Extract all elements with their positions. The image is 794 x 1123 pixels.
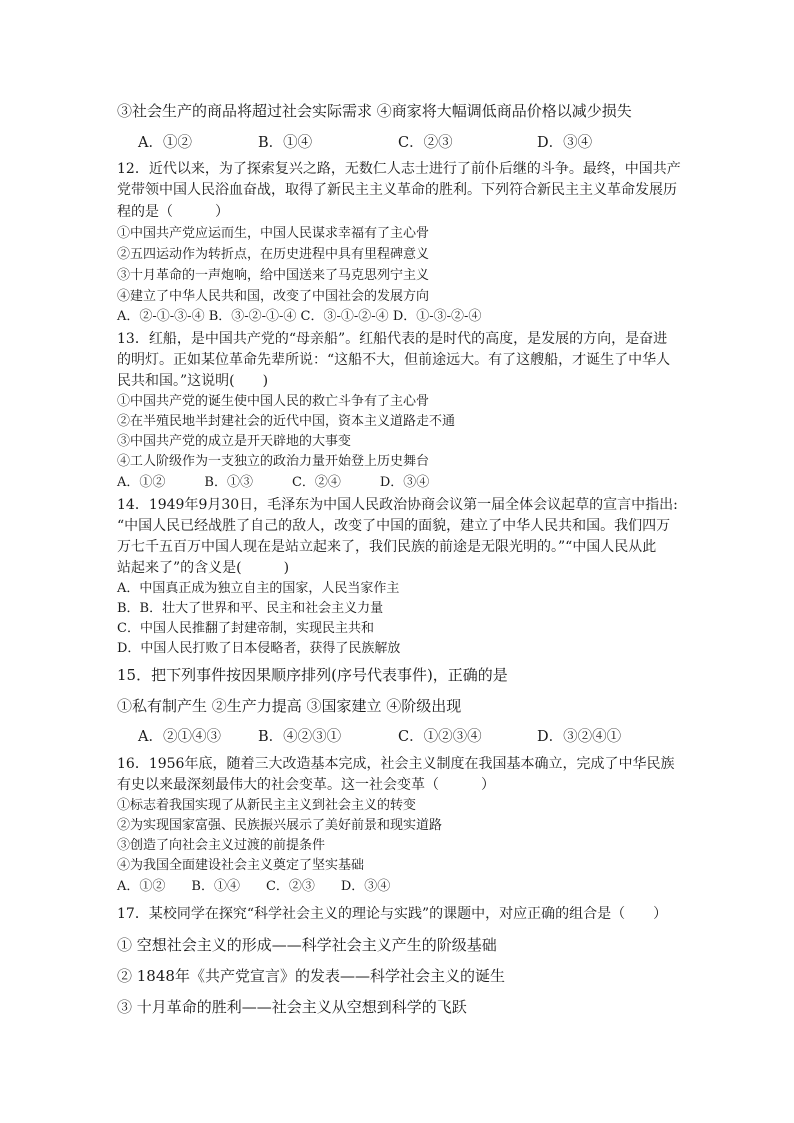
q14-stem-line: “中国人民已经战胜了自己的敌人，改变了中国的面貌，建立了中华人民共和国。我们四万: [117, 518, 671, 534]
q13-item: ④工人阶级作为一支独立的政治力量开始登上历史舞台: [117, 454, 430, 469]
q13-item: ③中国共产党的成立是开天辟地的大事变: [117, 434, 352, 449]
q11-option-c: C．②③: [398, 135, 453, 151]
q15-option-a: A．②①④③: [138, 729, 221, 745]
q12-item: ①中国共产党应运而生，中国人民谋求幸福有了主心骨: [117, 226, 430, 241]
q11-option-a: A．①②: [138, 135, 192, 151]
q14-option-a: A．中国真正成为独立自主的国家，人民当家作主: [117, 581, 400, 596]
q17-item: ① 空想社会主义的形成——科学社会主义产生的阶级基础: [117, 936, 497, 954]
q12-item: ②五四运动作为转折点，在历史进程中具有里程碑意义: [117, 247, 430, 262]
q11-item-line: ③社会生产的商品将超过社会实际需求 ④商家将大幅调低商品价格以减少损失: [117, 102, 632, 120]
q16-stem-line: 有史以来最深刻最伟大的社会变革。这一社会变革（ ）: [117, 777, 495, 793]
q12-stem-line: 程的是（ ）: [117, 204, 229, 220]
q16-item: ③创造了向社会主义过渡的前提条件: [117, 838, 326, 853]
q14-stem-line: 14．1949年9月30日，毛泽东为中国人民政治协商会议第一届全体会议起草的宣言中指出:: [117, 497, 678, 513]
q14-option-c: C．中国人民推翻了封建帝制，实现民主共和: [117, 621, 374, 636]
q16-item: ④为我国全面建设社会主义奠定了坚实基础: [117, 858, 365, 873]
q12-item: ④建立了中华人民共和国，改变了中国社会的发展方向: [117, 289, 430, 304]
q11-option-b: B．①④: [258, 135, 313, 151]
q17-item: ② 1848年《共产党宣言》的发表——科学社会主义的诞生: [117, 967, 505, 985]
q12-stem-line: 12．近代以来，为了探索复兴之路，无数仁人志士进行了前仆后继的斗争。最终，中国共产: [117, 161, 681, 177]
q17-stem: 17．某校同学在探究“科学社会主义的理论与实践”的课题中，对应正确的组合是（ ）: [117, 906, 668, 922]
q15-option-d: D．③②④①: [537, 729, 622, 745]
q13-options: A．①② B．①③ C．②④ D．③④: [117, 475, 430, 490]
q15-option-b: B．④②③①: [258, 729, 342, 745]
q15-stem: 15．把下列事件按因果顺序排列(序号代表事件)，正确的是: [117, 666, 508, 684]
q13-item: ②在半殖民地半封建社会的近代中国，资本主义道路走不通: [117, 414, 456, 429]
q12-stem-line: 党带领中国人民浴血奋战，取得了新民主主义革命的胜利。下列符合新民主主义革命发展历: [117, 182, 677, 198]
q12-item: ③十月革命的一声炮响，给中国送来了马克思列宁主义: [117, 268, 430, 283]
q14-stem-line: 万七千五百万中国人现在是站立起来了，我们民族的前途是无限光明的。”“中国人民从此: [117, 539, 657, 555]
q11-options: [0, 133, 794, 153]
q11-option-d: D．③④: [537, 135, 593, 151]
q13-stem-line: 13．红船，是中国共产党的“母亲船”。红船代表的是时代的高度，是发展的方向，是奋进: [117, 331, 668, 347]
q15-items: ①私有制产生 ②生产力提高 ③国家建立 ④阶级出现: [117, 697, 462, 715]
q13-item: ①中国共产党的诞生使中国人民的救亡斗争有了主心骨: [117, 394, 430, 409]
q13-stem-line: 的明灯。正如某位革命先辈所说：“这船不大，但前途远大。有了这艘船，才诞生了中华人: [117, 352, 671, 368]
q16-stem-line: 16．1956年底，随着三大改造基本完成，社会主义制度在我国基本确立，完成了中华民族: [117, 756, 675, 772]
q14-option-d: D．中国人民打败了日本侵略者，获得了民族解放: [117, 641, 401, 656]
q12-options: A．②-①-③-④ B．③-②-①-④ C．③-①-②-④ D．①-③-②-④: [117, 309, 482, 324]
q14-stem-line: 站起来了”的含义是( ): [117, 560, 290, 576]
q15-options: [0, 727, 794, 747]
q16-item: ①标志着我国实现了从新民主主义到社会主义的转变: [117, 798, 417, 813]
q13-stem-line: 民共和国。”这说明( ): [117, 373, 269, 389]
q16-item: ②为实现国家富强、民族振兴展示了美好前景和现实道路: [117, 818, 443, 833]
q15-option-c: C．①②③④: [398, 729, 482, 745]
q16-options: A．①② B．①④ C．②③ D．③④: [117, 879, 391, 894]
q17-item: ③ 十月革命的胜利——社会主义从空想到科学的飞跃: [117, 998, 467, 1016]
q14-option-b: B．B．壮大了世界和平、民主和社会主义力量: [117, 601, 384, 616]
